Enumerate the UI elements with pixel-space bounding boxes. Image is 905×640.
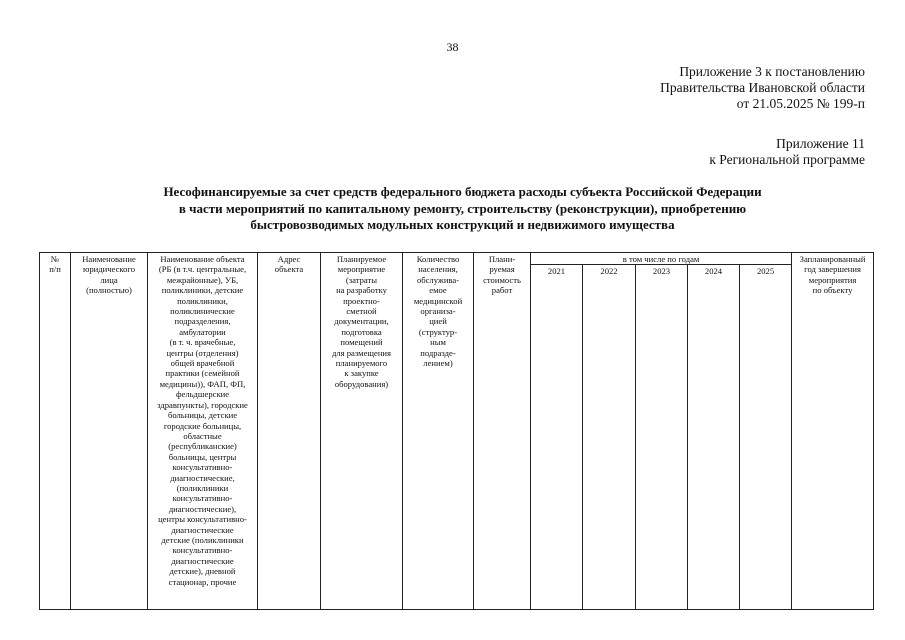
table-header-row xyxy=(40,253,874,265)
header-year: 2024 xyxy=(688,265,740,610)
appendix-decree-block xyxy=(660,64,865,112)
appendix-program-block xyxy=(709,136,865,168)
header-year: 2022 xyxy=(583,265,636,610)
header-address: Адрес объекта xyxy=(258,253,321,610)
header-number: № п/п xyxy=(40,253,71,610)
header-completion-year: Запланированный год завершения мероприятия по объекту xyxy=(792,253,874,610)
page-number: 38 xyxy=(446,40,459,54)
appendix-decree-line: от 21.05.2025 № 199-п xyxy=(736,96,865,111)
header-planned-activity: Планируемое мероприятие (затраты на разработку проектно- сметной документации, подготовка помещений для размещения планируемого к закупке оборудования) xyxy=(321,253,403,610)
title-line: в части мероприятий по капитальному ремонту, строительству (реконструкции), приобретению xyxy=(178,200,747,216)
appendix-program-line: Приложение 11 xyxy=(776,136,865,151)
document-title xyxy=(0,184,905,234)
header-planned-cost: Плани- руемая стоимость работ xyxy=(474,253,531,610)
header-year: 2025 xyxy=(740,265,792,610)
appendix-decree-line: Правительства Ивановской области xyxy=(660,80,865,95)
appendix-decree-line: Приложение 3 к постановлению xyxy=(679,64,865,79)
header-legal-entity: Наименование юридического лица (полностью) xyxy=(71,253,148,610)
header-object-name: Наименование объекта (РБ (в т.ч. центральные, межрайонные), УБ, поликлиники, детские поликлиники, поликлинические подразделения, амбулатории (в т. ч. врачебные, центры (отделения) общей врачебной практики (семейной медицины)), ФАП, ФП, фельдшерские здравпункты), городские больницы, детские городские больницы, областные (республиканские) больницы, центры консультативно- диагностические, (поликлиники консультативно- диагностические), центры консультативно- диагностические детские (поликлиники консультативно- диагностические детские), дневной стационар, прочие xyxy=(148,253,258,610)
header-population: Количество населения, обслужива- емое медицинской организа- цией (структур- ным подразде- лением) xyxy=(403,253,474,610)
header-year: 2023 xyxy=(636,265,688,610)
header-by-years: в том числе по годам xyxy=(531,253,792,265)
header-year: 2021 xyxy=(531,265,583,610)
title-line: быстровозводимых модульных конструкций и недвижимого имущества xyxy=(250,217,675,232)
title-line: Несофинансируемые за счет средств федерального бюджета расходы субъекта Российской Федерации xyxy=(163,184,762,199)
appendix-program-line: к Региональной программе xyxy=(709,152,865,167)
expenses-table xyxy=(39,252,874,610)
